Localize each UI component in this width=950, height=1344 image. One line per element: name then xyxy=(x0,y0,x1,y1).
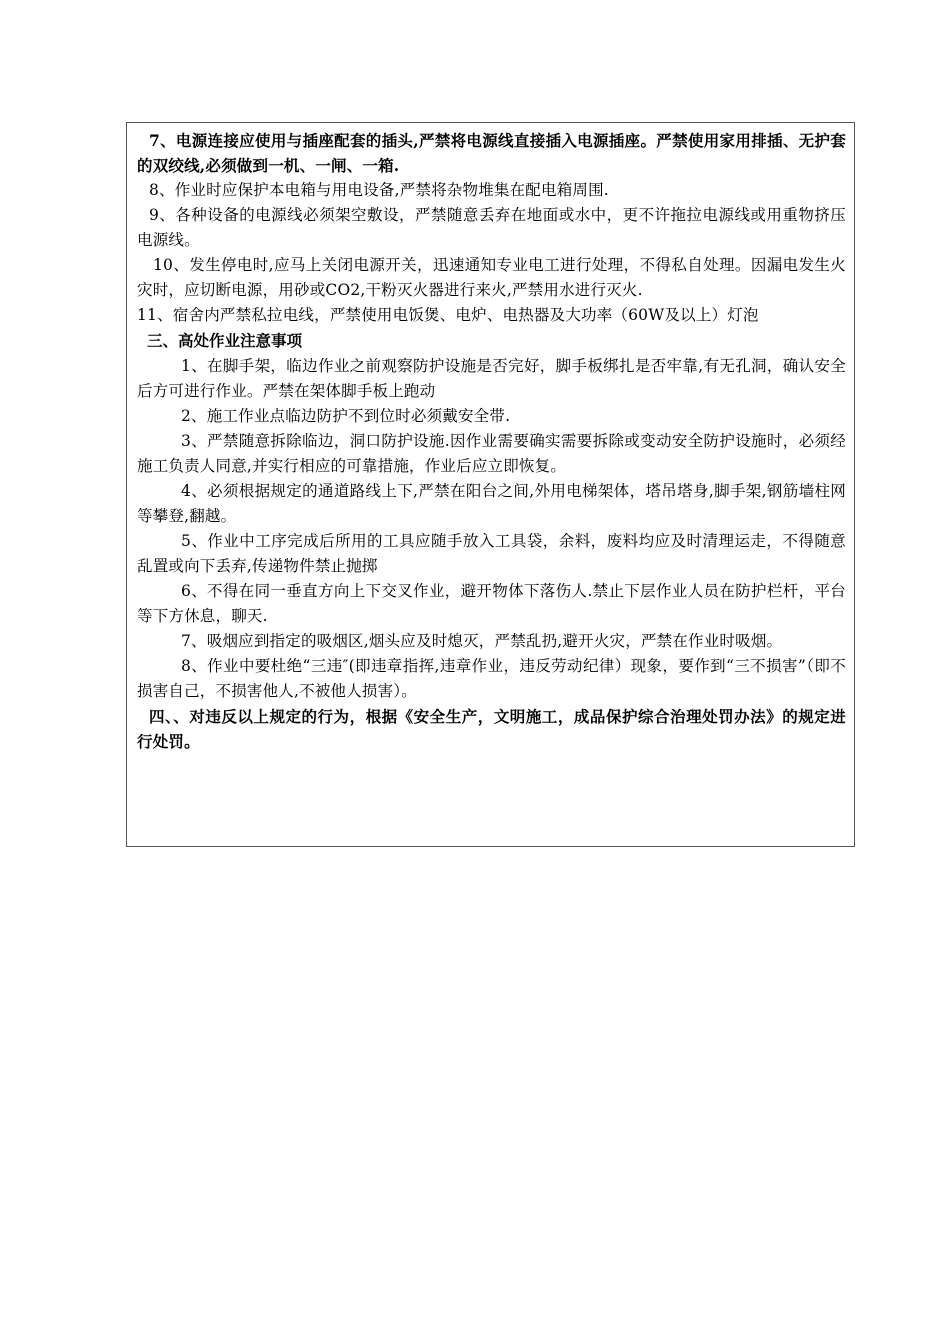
electrical-rule-10: 10、发生停电时,应马上关闭电源开关，迅速通知专业电工进行处理，不得私自处理。因漏电发生火灾时，应切断电源，用砂或CO2,干粉灭火器进行来火,严禁用水进行灭火. xyxy=(137,256,846,299)
height-rule-5: 5、作业中工序完成后所用的工具应随手放入工具袋，余料，废料均应及时清理运走，不得随意乱置或向下丢弃,传递物件禁止抛掷 xyxy=(137,532,846,575)
height-rule-4: 4、必须根据规定的通道路线上下,严禁在阳台之间,外用电梯架体，塔吊塔身,脚手架,钢筋墙柱网等攀登,翻越。 xyxy=(137,482,846,525)
height-rule-3: 3、严禁随意拆除临边，洞口防护设施.因作业需要确实需要拆除或变动安全防护设施时，必须经施工负责人同意,并实行相应的可靠措施，作业后应立即恢复。 xyxy=(137,432,846,475)
height-rule-8: 8、作业中要杜绝“三违″(即违章指挥,违章作业，违反劳动纪律）现象，要作到“三不损害”（即不损害自己，不损害他人,不被他人损害）。 xyxy=(137,657,846,700)
electrical-rule-9: 9、各种设备的电源线必须架空敷设，严禁随意丢弃在地面或水中，更不许拖拉电源线或用重物挤压电源线。 xyxy=(137,206,846,249)
electrical-rule-11: 11、宿舍内严禁私拉电线，严禁使用电饭煲、电炉、电热器及大功率（60W及以上）灯泡 xyxy=(137,306,759,324)
electrical-rule-7: 7、电源连接应使用与插座配套的插头,严禁将电源线直接插入电源插座。严禁使用家用排插、无护套的双绞线,必须做到一机、一闸、一箱. xyxy=(137,131,846,175)
height-rule-6: 6、不得在同一垂直方向上下交叉作业，避开物体下落伤人.禁止下层作业人员在防护栏杆，平台等下方休息，聊天. xyxy=(137,582,846,625)
electrical-rule-8: 8、作业时应保护本电箱与用电设备,严禁将杂物堆集在配电箱周围. xyxy=(149,181,609,199)
document-table-cell xyxy=(126,122,855,847)
section-heading-height-work: 三、高处作业注意事项 xyxy=(147,331,303,350)
height-rule-1: 1、在脚手架，临边作业之前观察防护设施是否完好，脚手板绑扎是否牢靠,有无孔洞，确认安全后方可进行作业。严禁在架体脚手板上跑动 xyxy=(137,357,846,400)
penalty-clause: 四、、对违反以上规定的行为，根据《安全生产，文明施工，成品保护综合治理处罚办法》的规定进行处罚。 xyxy=(137,707,846,751)
height-rule-7: 7、吸烟应到指定的吸烟区,烟头应及时熄灭，严禁乱扔,避开火灾，严禁在作业时吸烟。 xyxy=(181,632,783,650)
height-rule-2: 2、施工作业点临边防护不到位时必须戴安全带. xyxy=(181,407,511,425)
